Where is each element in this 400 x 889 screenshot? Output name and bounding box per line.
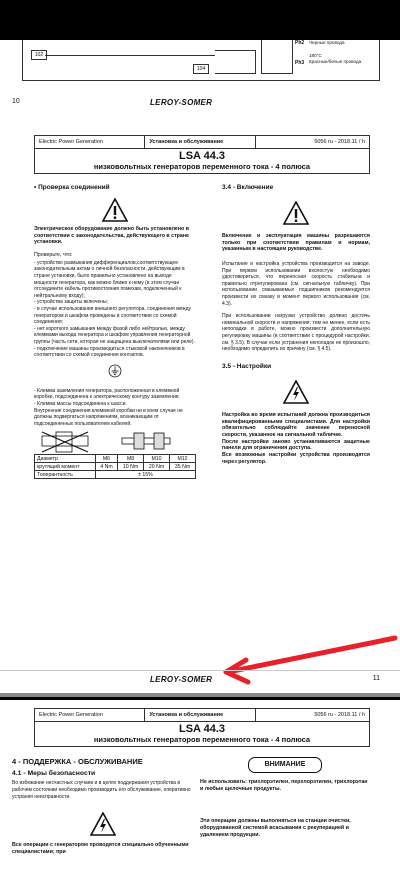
table-row [35, 455, 196, 463]
table-cell: Диаметр [35, 455, 96, 463]
section-heading-4-1: 4.1 - Меры безопасности [12, 770, 96, 777]
electric-hazard-icon [90, 812, 116, 836]
warning-triangle-icon [102, 198, 128, 222]
warning-text: Эти операции должны выполняться на станции очистки, оборудованной системой всасывания с рекуперацией и удалением продукции. [200, 818, 351, 838]
terminal-connection-drawing [34, 430, 196, 454]
legend-ph3: Красные/белые провода [309, 59, 362, 64]
wiring-diagram [22, 40, 380, 81]
leroy-somer-logo: LEROY-SOMER [150, 98, 213, 107]
table-cell: 4 Nm [95, 463, 117, 471]
electric-hazard-icon [283, 380, 309, 404]
table-cell: M12 [170, 455, 196, 463]
diagram-line [45, 55, 215, 56]
internal-connections-text: Внутренние соединения клеммной коробки ни в коем случае не должны подвергаться напряжениям, возникающим от подсоединенных пользователем кабелей. [34, 407, 183, 427]
manual-page-11 [0, 122, 400, 697]
check-intro: Проверьте, что: [34, 252, 73, 259]
page-number: 11 [372, 675, 380, 682]
legend-ph2: Черные провода [309, 40, 345, 45]
section-heading-3-4: 3.4 - Включение [222, 184, 274, 191]
manual-page-10 [0, 40, 400, 122]
leroy-somer-logo: LEROY-SOMER [150, 675, 213, 684]
page-subtitle: низковольтных генераторов переменного тока - 4 полюса [93, 162, 311, 171]
table-cell: ± 15% [95, 471, 195, 479]
divider [0, 670, 400, 671]
page-title: LSA 44.3 [178, 723, 226, 735]
right-column [200, 757, 370, 839]
ground-text: - Клемма заземления генератора, расположенная в клеммной коробке, подсоединена к электрическому контуру заземления. - Клемма массы подсоединена к шасси. [34, 387, 180, 407]
table-cell: 10 Nm [118, 463, 144, 471]
page-number: 10 [12, 98, 20, 105]
diagram-line [215, 50, 256, 74]
table-cell: крутящий момент [35, 463, 96, 471]
ground-icon [108, 364, 122, 378]
header-company: Electric Power Generation [35, 709, 145, 721]
header-section: Установка и обслуживание [145, 136, 255, 148]
section-heading-4: 4 - ПОДДЕРЖКА - ОБСЛУЖИВАНИЕ [12, 757, 143, 766]
red-arrow-annotation [200, 632, 400, 692]
check-list: - устройство размыкания дифференциалов,соответствующее законодательным актам о личной безопасности, действующим в стране установки, было правильно установлено на выходе мощности генератора, как можно ближе к нему (в этом случае отсоедините кабель противостояния помехам, подключенный к нейтральному входу); - устройства защиты включены; - в случае использования внешнего регулятора, соединения между генератором и шкафом проведены в соответствии со схемой соединения; - нет короткого замыкания между фазой либо нейтралью, между клеммами выхода генератора и шкафом управления генераторной группы (часть сети, которая не защищена выключателями или реле). - подключение машины производиться стыковой наконечников в соответствии со схемой соединения контактов. [34, 259, 195, 359]
paragraph: При использовании нагрузки устройство должно достичь номинальной скорости и напряжения; тем не менее, если есть неполадки в работе, можно произвести дополнительную регулировку машины (в соответствии с процедурой настройки, см. § 3.5). В случае если устранения неполадок не произошло, необходимо определить их причину (см. § 4.5). [222, 313, 370, 353]
page-title: LSA 44.3 [178, 150, 226, 162]
torque-table [34, 454, 196, 479]
manual-page-12 [0, 700, 400, 889]
header-doc-ref: 5056 ru - 2018.11 / h [314, 712, 365, 718]
paragraph: Испытание и настройка устройства производится на заводе. При первом использовании вхолостую необходимо удостовериться, что переносная скорость стабильна и правильно отрегулирована (см. сигнальную табличку). При использовании смазываемых подшипников рекомендуется произвести их смазку в момент первого использования (см. 4.3). [222, 261, 370, 307]
warning-triangle-icon [283, 201, 309, 225]
box-102: 102 [31, 50, 47, 60]
ph3-label: Ph3 [295, 60, 305, 66]
ph2-label: Ph2 [295, 40, 305, 46]
warning-text: Настройка во время испытаний должна производиться квалифицированными специалистами. Для настройки обязательно соблюдайте значение переносной скорости, указанное на сигнальной табличке. После настройки заново устанавливаются защитные панели для ограничения доступа. Все возможные настройки устройства производятся через регулятор. [222, 411, 370, 465]
table-cell: Толерантность [35, 471, 96, 479]
warning-text: Все операции с генератором проводятся специально обученными специалистами; при [12, 842, 189, 856]
left-column [12, 757, 194, 856]
table-cell: M6 [95, 455, 117, 463]
page-header [34, 135, 370, 149]
table-cell: 20 Nm [144, 463, 170, 471]
section-heading: • Проверка соединений [34, 184, 110, 191]
page-title-box [34, 148, 370, 174]
attention-badge: ВНИМАНИЕ [248, 757, 322, 773]
table-cell: M8 [118, 455, 144, 463]
warning-text: Не использовать: трихлорэтилен, перхлорэтилен, трихлорэтан и любые щелочные продукты. [200, 779, 368, 792]
box-104: 104 [193, 64, 209, 74]
section-heading-3-5: 3.5 - Настройки [222, 362, 272, 370]
terminal-block [261, 40, 293, 74]
table-cell: M10 [144, 455, 170, 463]
page-subtitle: низковольтных генераторов переменного тока - 4 полюса [93, 735, 311, 744]
legend-temp: 180°C [309, 53, 322, 58]
page-title-box [34, 721, 370, 747]
table-row [35, 463, 196, 471]
header-company: Electric Power Generation [35, 136, 145, 148]
right-column [222, 184, 370, 465]
warning-text: Электрическое оборудование должно быть установлено в соответствии с законодательства, действующего в стране установки. [34, 226, 190, 246]
table-cell: 35 Nm [170, 463, 196, 471]
paragraph: Во избежание несчастных случаев и в целях поддержания устройства в рабочем состоянии необходимо производить его обслуживание, оперативно устраняя неисправности. [12, 780, 191, 800]
page-header [34, 708, 370, 722]
header-section: Установка и обслуживание [145, 709, 255, 721]
header-doc-ref: 5056 ru - 2018.11 / h [314, 139, 365, 145]
left-column [34, 184, 196, 479]
warning-text: Включение и эксплуатация машины разрешаются только при соответствии правилам и нормам, указанным в настоящем руководстве. [222, 233, 370, 253]
table-row [35, 471, 196, 479]
